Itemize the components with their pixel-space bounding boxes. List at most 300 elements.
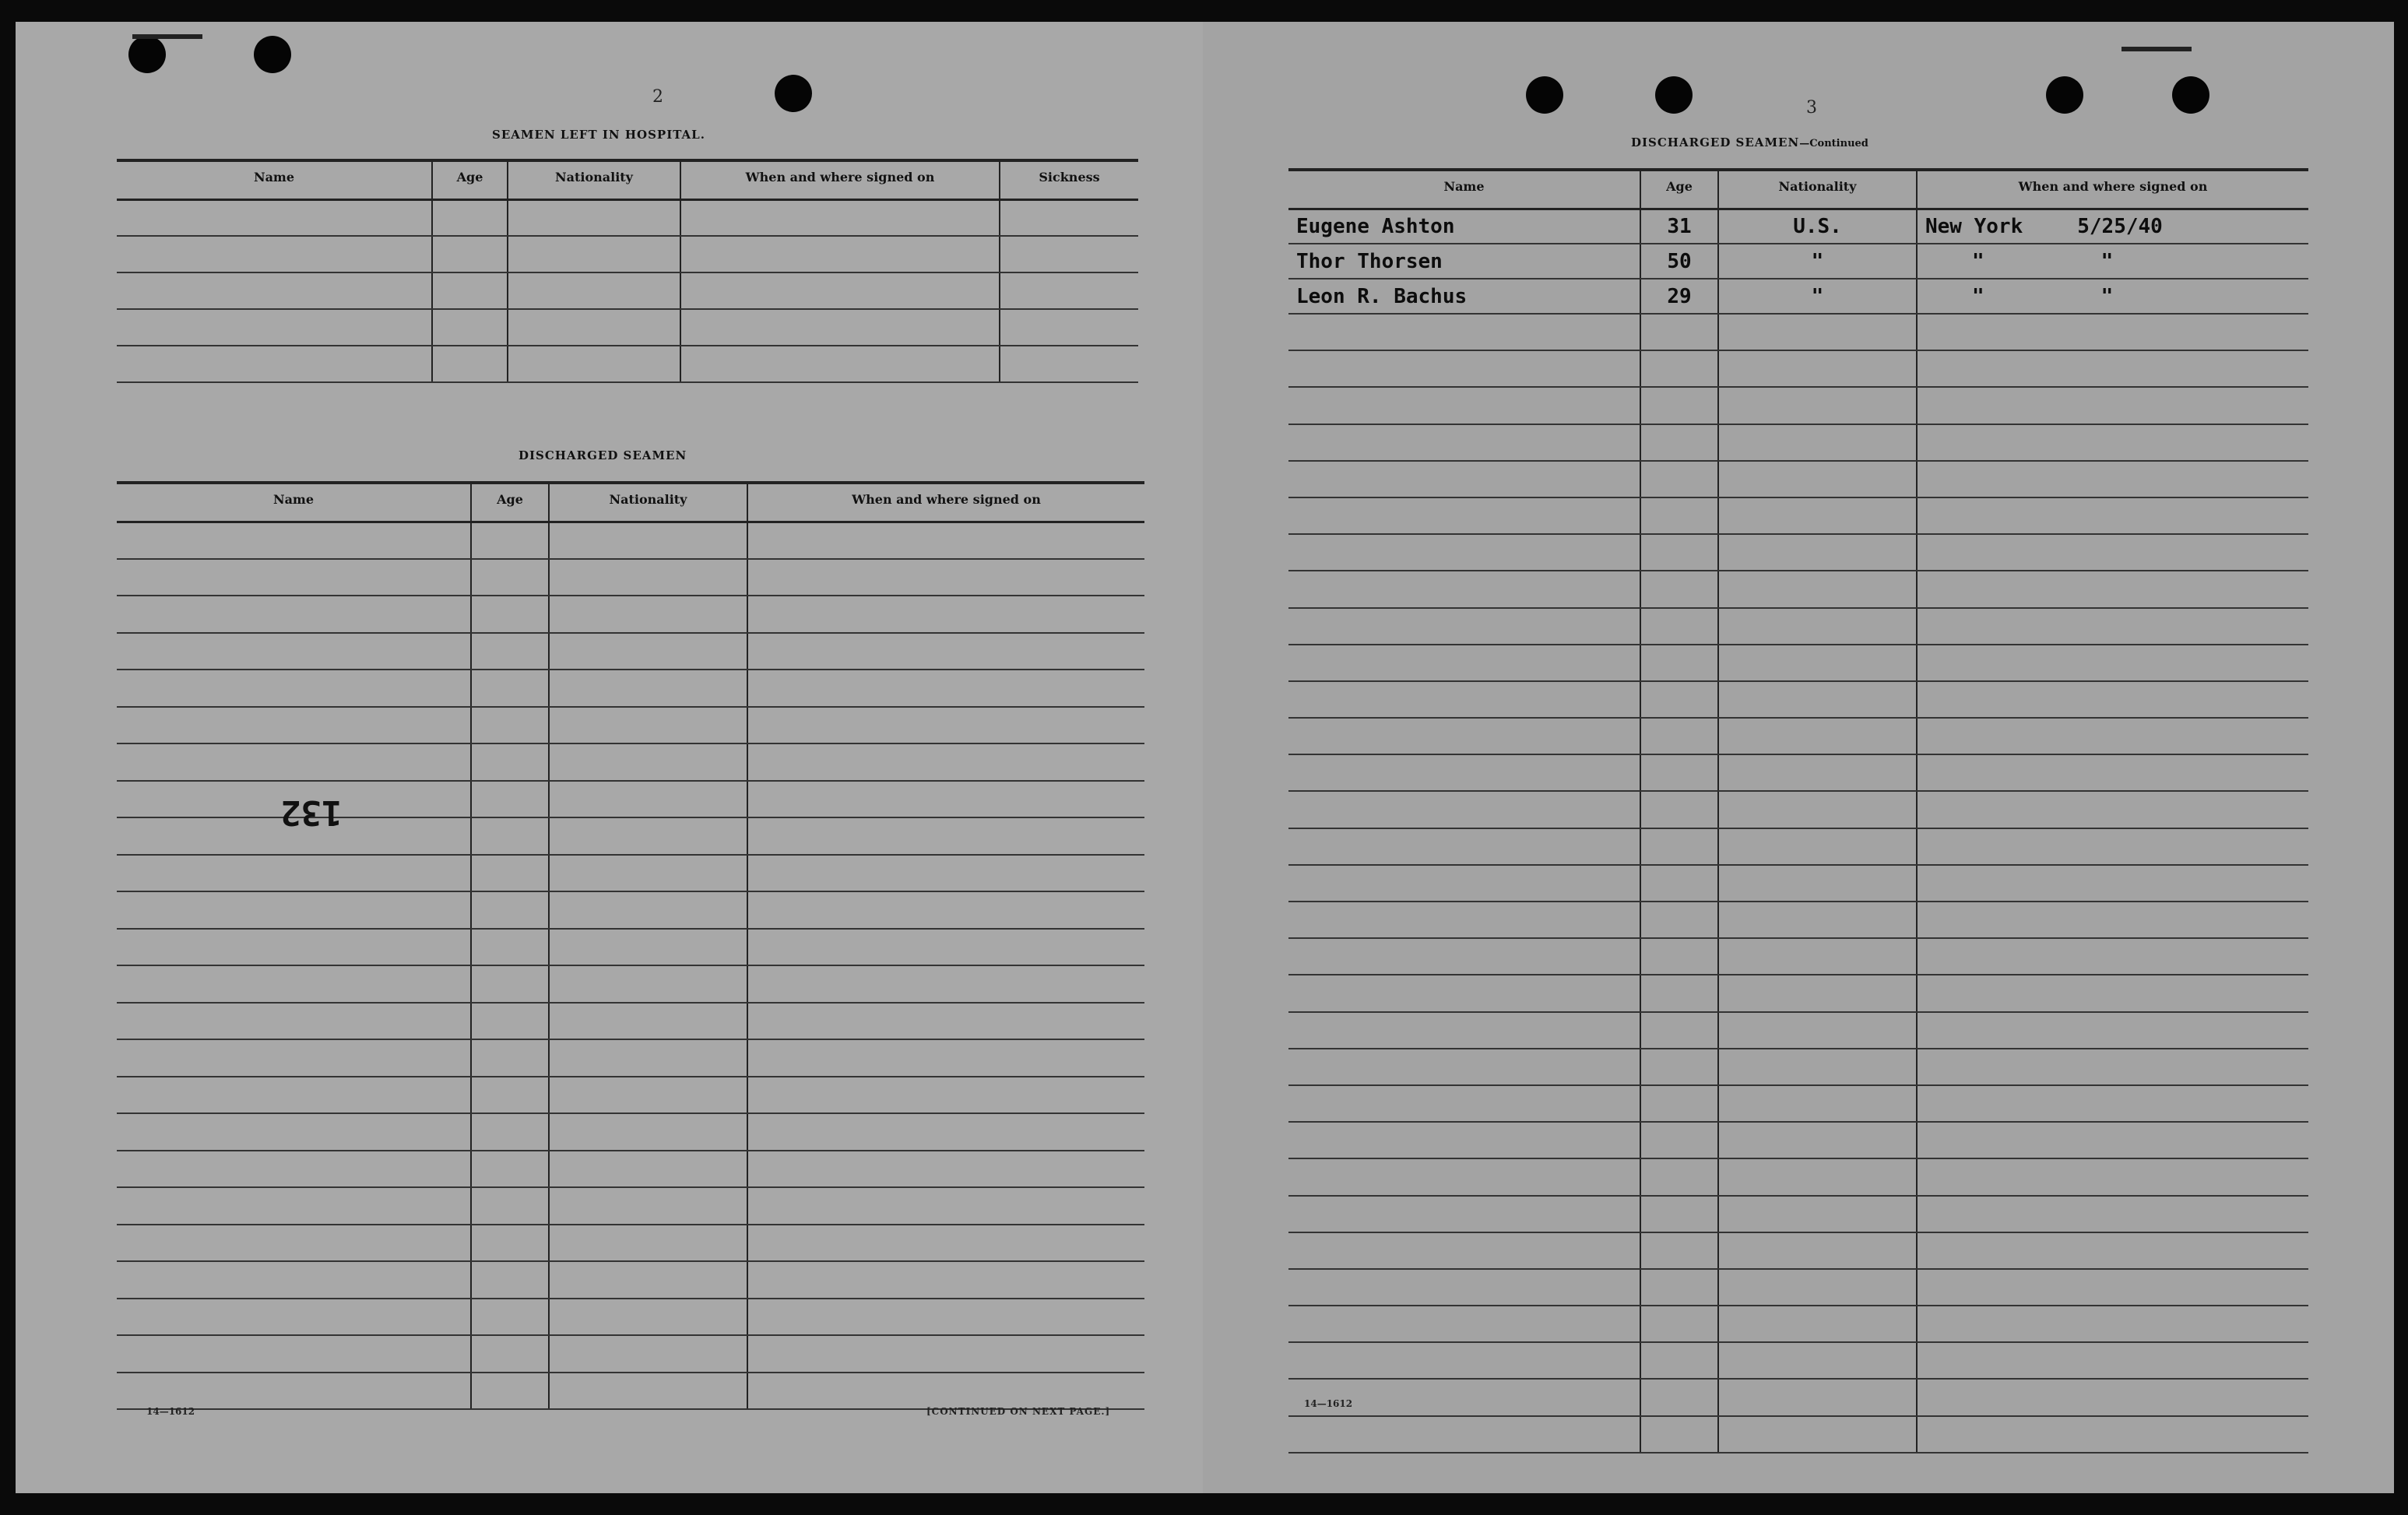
- table-cell: [1718, 718, 1917, 754]
- table-cell: [1718, 571, 1917, 607]
- table-cell: [1288, 1122, 1640, 1158]
- column-header: Name: [1288, 170, 1640, 209]
- table-cell: [117, 855, 471, 892]
- table-row: [1288, 1379, 2308, 1415]
- form-code: 14—1612: [146, 1406, 195, 1417]
- table-cell: [549, 817, 747, 855]
- hospital-table: [117, 159, 1138, 383]
- table-row: [117, 236, 1138, 272]
- table-cell: [1640, 1085, 1718, 1122]
- table-cell: [117, 1151, 471, 1188]
- signed-on-cell: [1917, 244, 2308, 279]
- table-cell: [1718, 902, 1917, 938]
- table-cell: [117, 1373, 471, 1410]
- table-cell: [1288, 1158, 1640, 1195]
- punch-hole: [1655, 76, 1693, 114]
- table-cell: [1640, 461, 1718, 497]
- table-cell: [747, 1039, 1144, 1077]
- table-cell: [471, 855, 549, 892]
- table-cell: [1718, 645, 1917, 681]
- table-cell: [1640, 387, 1718, 424]
- table-cell: [471, 1373, 549, 1410]
- signed-on-place: ": [1972, 284, 1984, 308]
- table-cell: [549, 670, 747, 707]
- signed-on-date: ": [2100, 284, 2114, 308]
- table-cell: [1640, 681, 1718, 718]
- table-cell: [1718, 608, 1917, 645]
- table-cell: [1718, 1012, 1917, 1049]
- table-row: [117, 346, 1138, 382]
- table-row: [117, 855, 1144, 892]
- table-cell: [471, 1039, 549, 1077]
- column-header: Age: [432, 160, 508, 199]
- table-cell: [1917, 865, 2308, 902]
- table-row: [117, 1335, 1144, 1373]
- title-text: DISCHARGED SEAMEN: [1631, 135, 1800, 149]
- table-cell: [1718, 497, 1917, 534]
- table-cell: [117, 670, 471, 707]
- table-cell: [1288, 828, 1640, 865]
- signed-on-cell: [1917, 279, 2308, 314]
- table-cell: [1288, 681, 1640, 718]
- table-cell: [747, 855, 1144, 892]
- table-cell: [1288, 314, 1640, 350]
- table-cell: [1718, 461, 1917, 497]
- table-cell: [1288, 608, 1640, 645]
- discharged-header-row: [117, 483, 1144, 522]
- column-header: When and where signed on: [1917, 170, 2308, 209]
- table-cell: [1917, 387, 2308, 424]
- table-cell: [117, 707, 471, 744]
- table-cell: [117, 1003, 471, 1040]
- table-cell: [747, 522, 1144, 559]
- table-cell: [1917, 1269, 2308, 1306]
- table-cell: [1288, 424, 1640, 461]
- column-header: Name: [117, 160, 432, 199]
- table-cell: [549, 855, 747, 892]
- table-row: [117, 1113, 1144, 1151]
- table-row: [1288, 314, 2308, 350]
- table-cell: [1288, 1012, 1640, 1049]
- table-cell: [471, 522, 549, 559]
- table-row: [117, 309, 1138, 346]
- seaman-name: Leon R. Bachus: [1288, 279, 1640, 314]
- table-row: [1288, 865, 2308, 902]
- table-cell: [747, 1299, 1144, 1336]
- table-cell: [117, 1225, 471, 1262]
- table-row: [1288, 279, 2308, 314]
- column-header: Nationality: [508, 160, 680, 199]
- table-row: [1288, 387, 2308, 424]
- table-row: [117, 559, 1144, 596]
- seaman-name: Eugene Ashton: [1288, 209, 1640, 244]
- table-cell: [1917, 350, 2308, 387]
- table-cell: [117, 1113, 471, 1151]
- column-header: Sickness: [1000, 160, 1138, 199]
- table-cell: [747, 781, 1144, 818]
- table-cell: [1917, 718, 2308, 754]
- continued-note: [CONTINUED ON NEXT PAGE.]: [926, 1406, 1111, 1417]
- table-cell: [471, 743, 549, 781]
- table-row: [1288, 424, 2308, 461]
- table-cell: [471, 670, 549, 707]
- table-cell: [117, 633, 471, 670]
- table-cell: [549, 1077, 747, 1114]
- table-row: [1288, 534, 2308, 571]
- column-header: When and where signed on: [747, 483, 1144, 522]
- table-cell: [117, 1187, 471, 1225]
- table-row: [1288, 1085, 2308, 1122]
- table-row: [117, 670, 1144, 707]
- table-row: [1288, 828, 2308, 865]
- table-cell: [549, 707, 747, 744]
- table-cell: [117, 965, 471, 1003]
- table-row: [1288, 681, 2308, 718]
- table-cell: [117, 522, 471, 559]
- table-row: [117, 1003, 1144, 1040]
- table-cell: [549, 965, 747, 1003]
- table-row: [117, 891, 1144, 929]
- table-cell: [1640, 1379, 1718, 1415]
- table-cell: [1718, 1379, 1917, 1415]
- table-cell: [1288, 754, 1640, 791]
- table-cell: [549, 743, 747, 781]
- table-cell: [1640, 1416, 1718, 1453]
- table-row: [117, 272, 1138, 309]
- table-cell: [549, 633, 747, 670]
- table-cell: [747, 743, 1144, 781]
- table-row: [117, 1261, 1144, 1299]
- table-cell: [747, 670, 1144, 707]
- table-row: [117, 199, 1138, 236]
- table-cell: [1917, 1012, 2308, 1049]
- table-row: [1288, 791, 2308, 828]
- table-cell: [1718, 1158, 1917, 1195]
- table-cell: [1640, 571, 1718, 607]
- table-row: [117, 596, 1144, 633]
- table-cell: [549, 929, 747, 966]
- table-row: [117, 965, 1144, 1003]
- table-cell: [549, 1003, 747, 1040]
- table-cell: [471, 633, 549, 670]
- table-cell: [1640, 424, 1718, 461]
- table-row: [1288, 1049, 2308, 1085]
- table-cell: [1288, 645, 1640, 681]
- table-cell: [747, 1003, 1144, 1040]
- punch-hole: [128, 36, 166, 73]
- table-row: [117, 1299, 1144, 1336]
- table-cell: [1917, 938, 2308, 975]
- seaman-age: 50: [1640, 244, 1718, 279]
- table-cell: [1718, 1232, 1917, 1269]
- table-cell: [117, 1039, 471, 1077]
- table-cell: [1718, 938, 1917, 975]
- hospital-section-title: SEAMEN LEFT IN HOSPITAL.: [492, 128, 705, 142]
- signed-on-date: ": [2100, 249, 2114, 273]
- table-cell: [471, 1077, 549, 1114]
- table-cell: [1640, 350, 1718, 387]
- table-cell: [117, 743, 471, 781]
- table-cell: [1640, 1158, 1718, 1195]
- table-cell: [1288, 1049, 1640, 1085]
- table-row: [1288, 1196, 2308, 1232]
- column-header: Name: [117, 483, 471, 522]
- table-cell: [549, 891, 747, 929]
- table-cell: [549, 596, 747, 633]
- table-cell: [1917, 681, 2308, 718]
- table-row: [1288, 1122, 2308, 1158]
- table-cell: [1718, 1306, 1917, 1342]
- table-cell: [1718, 314, 1917, 350]
- table-cell: [549, 1113, 747, 1151]
- seaman-age: 31: [1640, 209, 1718, 244]
- stamped-number: 132: [280, 793, 343, 832]
- table-cell: [1917, 1416, 2308, 1453]
- table-cell: [117, 1335, 471, 1373]
- table-cell: [747, 817, 1144, 855]
- table-row: [1288, 1416, 2308, 1453]
- table-cell: [117, 559, 471, 596]
- column-header: Age: [471, 483, 549, 522]
- table-row: [117, 1373, 1144, 1410]
- table-cell: [1288, 791, 1640, 828]
- punch-hole: [2046, 76, 2083, 114]
- discharged-table: [117, 481, 1144, 1410]
- table-cell: [1718, 975, 1917, 1011]
- table-cell: [1917, 461, 2308, 497]
- table-row: [1288, 718, 2308, 754]
- table-cell: [747, 1373, 1144, 1410]
- table-cell: [471, 1187, 549, 1225]
- table-cell: [471, 1225, 549, 1262]
- table-row: [117, 1187, 1144, 1225]
- table-cell: [549, 1373, 747, 1410]
- table-row: [117, 1077, 1144, 1114]
- table-cell: [1640, 902, 1718, 938]
- table-cell: [1640, 1196, 1718, 1232]
- table-cell: [1640, 1012, 1718, 1049]
- seaman-nationality: U.S.: [1718, 209, 1917, 244]
- table-cell: [1288, 1416, 1640, 1453]
- top-edge-mark: [2122, 47, 2192, 51]
- table-cell: [1718, 791, 1917, 828]
- table-row: [117, 743, 1144, 781]
- table-cell: [1917, 424, 2308, 461]
- hospital-header-row: [117, 160, 1138, 199]
- table-cell: [549, 1335, 747, 1373]
- seaman-nationality: ": [1718, 244, 1917, 279]
- table-cell: [747, 1187, 1144, 1225]
- left-page: [16, 22, 1215, 1493]
- table-cell: [1718, 1416, 1917, 1453]
- table-cell: [1640, 938, 1718, 975]
- table-cell: [747, 1113, 1144, 1151]
- table-row: [1288, 497, 2308, 534]
- table-cell: [747, 1151, 1144, 1188]
- table-cell: [1288, 1306, 1640, 1342]
- table-cell: [471, 1003, 549, 1040]
- column-header: When and where signed on: [680, 160, 1000, 199]
- table-row: [1288, 1158, 2308, 1195]
- table-row: [117, 707, 1144, 744]
- table-cell: [1640, 534, 1718, 571]
- table-cell: [117, 1299, 471, 1336]
- table-cell: [549, 1151, 747, 1188]
- table-cell: [117, 929, 471, 966]
- table-cell: [471, 817, 549, 855]
- table-row: [117, 1225, 1144, 1262]
- table-row: [1288, 461, 2308, 497]
- table-cell: [1718, 350, 1917, 387]
- table-cell: [1718, 865, 1917, 902]
- table-cell: [1288, 461, 1640, 497]
- table-cell: [1288, 975, 1640, 1011]
- table-row: [117, 1151, 1144, 1188]
- table-cell: [471, 596, 549, 633]
- table-cell: [1917, 1342, 2308, 1379]
- table-cell: [1917, 1379, 2308, 1415]
- table-cell: [117, 596, 471, 633]
- table-cell: [1718, 1085, 1917, 1122]
- table-cell: [747, 596, 1144, 633]
- table-cell: [1917, 791, 2308, 828]
- table-cell: [1917, 1232, 2308, 1269]
- table-cell: [1640, 608, 1718, 645]
- table-cell: [1917, 975, 2308, 1011]
- signed-on-place: ": [1972, 249, 1984, 273]
- table-row: [117, 781, 1144, 818]
- table-row: [117, 1039, 1144, 1077]
- table-row: [1288, 754, 2308, 791]
- table-cell: [1917, 608, 2308, 645]
- table-cell: [747, 1335, 1144, 1373]
- table-row: [1288, 571, 2308, 607]
- table-row: [1288, 902, 2308, 938]
- top-edge-mark: [132, 34, 202, 39]
- signed-on-cell: [1917, 209, 2308, 244]
- table-cell: [1640, 645, 1718, 681]
- table-cell: [471, 1299, 549, 1336]
- punch-hole: [2172, 76, 2209, 114]
- table-cell: [1288, 350, 1640, 387]
- table-cell: [1640, 314, 1718, 350]
- table-cell: [747, 1225, 1144, 1262]
- table-row: [1288, 209, 2308, 244]
- table-cell: [1640, 718, 1718, 754]
- table-cell: [747, 965, 1144, 1003]
- table-cell: [1917, 1085, 2308, 1122]
- table-cell: [1917, 1158, 2308, 1195]
- table-cell: [1640, 828, 1718, 865]
- table-cell: [747, 559, 1144, 596]
- table-cell: [549, 1261, 747, 1299]
- table-cell: [1640, 1269, 1718, 1306]
- table-cell: [1288, 387, 1640, 424]
- table-cell: [549, 1187, 747, 1225]
- table-cell: [1718, 1342, 1917, 1379]
- table-row: [1288, 938, 2308, 975]
- table-row: [1288, 350, 2308, 387]
- table-cell: [1718, 387, 1917, 424]
- page-number: 3: [1806, 98, 1817, 118]
- title-suffix: —Continued: [1799, 138, 1868, 149]
- table-cell: [1718, 828, 1917, 865]
- table-cell: [1917, 645, 2308, 681]
- table-cell: [1288, 1342, 1640, 1379]
- table-cell: [1640, 1232, 1718, 1269]
- table-cell: [1917, 1122, 2308, 1158]
- table-cell: [1288, 1085, 1640, 1122]
- table-cell: [549, 522, 747, 559]
- table-cell: [1640, 865, 1718, 902]
- table-cell: [747, 1261, 1144, 1299]
- discharged-section-title: DISCHARGED SEAMEN: [519, 448, 687, 462]
- punch-hole: [1526, 76, 1563, 114]
- table-cell: [471, 1113, 549, 1151]
- table-cell: [1718, 1269, 1917, 1306]
- table-row: [1288, 1306, 2308, 1342]
- signed-on-place: New York: [1925, 214, 2023, 238]
- discharged-continued-title: [1631, 135, 1868, 149]
- table-cell: [1718, 1049, 1917, 1085]
- signed-on-date: 5/25/40: [2077, 214, 2163, 238]
- table-cell: [117, 1261, 471, 1299]
- table-cell: [1718, 424, 1917, 461]
- table-cell: [1917, 534, 2308, 571]
- table-row: [1288, 608, 2308, 645]
- table-cell: [1917, 314, 2308, 350]
- table-row: [1288, 1232, 2308, 1269]
- table-cell: [471, 781, 549, 818]
- table-cell: [1288, 1196, 1640, 1232]
- table-row: [1288, 244, 2308, 279]
- table-cell: [1288, 865, 1640, 902]
- table-cell: [471, 929, 549, 966]
- table-cell: [1288, 534, 1640, 571]
- table-cell: [1640, 791, 1718, 828]
- table-row: [117, 817, 1144, 855]
- table-row: [117, 633, 1144, 670]
- table-cell: [549, 559, 747, 596]
- table-cell: [1718, 1122, 1917, 1158]
- table-cell: [549, 1039, 747, 1077]
- table-cell: [1288, 902, 1640, 938]
- table-cell: [1718, 1196, 1917, 1232]
- table-cell: [117, 1077, 471, 1114]
- table-cell: [471, 559, 549, 596]
- table-cell: [471, 1151, 549, 1188]
- table-cell: [549, 1225, 747, 1262]
- table-cell: [1288, 571, 1640, 607]
- table-cell: [1640, 1342, 1718, 1379]
- column-header: Nationality: [549, 483, 747, 522]
- punch-hole: [775, 75, 812, 112]
- table-row: [117, 929, 1144, 966]
- table-cell: [549, 1299, 747, 1336]
- seaman-name: Thor Thorsen: [1288, 244, 1640, 279]
- table-cell: [471, 707, 549, 744]
- table-cell: [471, 891, 549, 929]
- table-cell: [1917, 1196, 2308, 1232]
- discharged-continued-table: [1288, 168, 2308, 1453]
- table-row: [1288, 1012, 2308, 1049]
- table-cell: [1640, 1122, 1718, 1158]
- table-cell: [1718, 754, 1917, 791]
- seaman-nationality: ": [1718, 279, 1917, 314]
- page-number: 2: [652, 87, 663, 107]
- column-header: Nationality: [1718, 170, 1917, 209]
- table-cell: [1718, 534, 1917, 571]
